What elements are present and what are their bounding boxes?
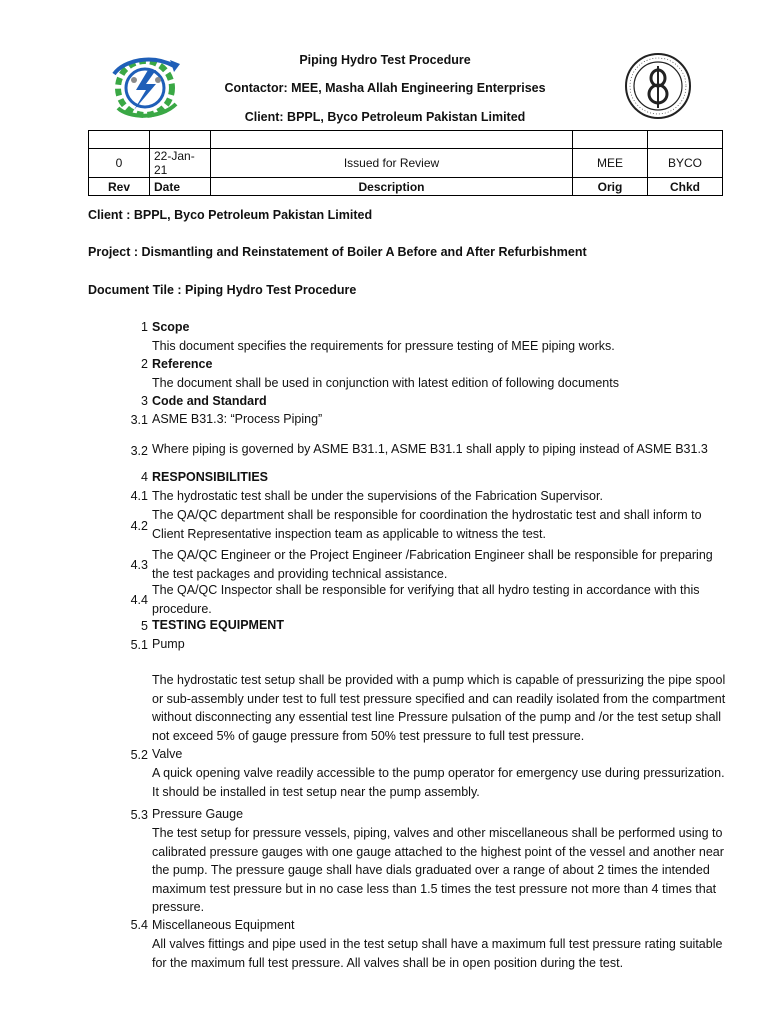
section-text: The document shall be used in conjunction with latest edition of following documents: [152, 376, 619, 390]
section-text: All valves fittings and pipe used in the test setup shall have a maximum full test pressure rating suitable for the maximum full test pressure. All valves shall be in open position during the test.: [152, 937, 723, 970]
section-title: TESTING EQUIPMENT: [152, 618, 284, 632]
section-num: 2: [141, 357, 148, 371]
table-row: [89, 131, 723, 149]
section-title: Scope: [152, 320, 190, 334]
section-num: 4.2: [130, 519, 148, 533]
section-title: RESPONSIBILITIES: [152, 470, 268, 484]
section-num: 4: [141, 470, 148, 484]
section-num: 1: [141, 320, 148, 334]
description-header: Description: [211, 178, 573, 196]
client-line: Client: BPPL, Byco Petroleum Pakistan Limited: [244, 110, 526, 124]
orig-header: Orig: [573, 178, 648, 196]
section-num: 5.4: [130, 918, 148, 932]
rev-header: Rev: [89, 178, 150, 196]
section-text: Valve: [152, 747, 183, 761]
section-text: This document specifies the requirements for pressure testing of MEE piping works.: [152, 339, 615, 353]
section-title: Code and Standard: [152, 394, 267, 408]
section-text: The QA/QC Inspector shall be responsible for verifying that all hydro testing in accordance with this procedure.: [152, 583, 700, 616]
section-text: The hydrostatic test shall be under the supervisions of the Fabrication Supervisor.: [152, 489, 603, 503]
rev-cell: 0: [89, 149, 150, 178]
section-num: 5.2: [130, 748, 148, 762]
section-text: The hydrostatic test setup shall be provided with a pump which is capable of pressurizing the pipe spool or sub-assembly under test to full test pressure specified and can readily isolated from the compartment without disconnecting any essential test line Pressure pulsation of the pump and /or the test setup shall not exceed 5% of gauge pressure from 50% test pressure to full test pressure.: [152, 673, 726, 743]
date-cell: 22-Jan-21: [150, 149, 211, 178]
section-text: The test setup for pressure vessels, piping, valves and other miscellaneous shall be performed using to calibrated pressure gauges with one gauge attached to the highest point of the vessel and another near the pump. The pressure gauge shall have dials graduated over a range of about 2 times the intended maximum test pressure but in no case less than 1.5 times the test pressure not more than 4 times that pressure.: [152, 826, 724, 914]
section-num: 3: [141, 394, 148, 408]
table-row: [89, 149, 723, 178]
section-num: 3.1: [130, 413, 148, 427]
section-title: Reference: [152, 357, 213, 371]
section-text: Where piping is governed by ASME B31.1, ASME B31.1 shall apply to piping instead of ASME B31.3: [152, 442, 708, 456]
section-num: 4.3: [130, 558, 148, 572]
section-text: Miscellaneous Equipment: [152, 918, 295, 932]
section-text: The QA/QC Engineer or the Project Engineer /Fabrication Engineer shall be responsible for preparing the test packages and providing technical assistance.: [152, 548, 713, 581]
date-header: Date: [150, 178, 211, 196]
contractor-line: Contactor: MEE, Masha Allah Engineering Enterprises: [224, 81, 546, 95]
project-meta: Project : Dismantling and Reinstatement of Boiler A Before and After Refurbishment: [88, 245, 587, 259]
mee-gear-logo: [104, 52, 186, 122]
revision-table: [88, 130, 723, 196]
section-num: 4.1: [130, 489, 148, 503]
chkd-header: Chkd: [648, 178, 723, 196]
section-text: Pump: [152, 637, 185, 651]
section-text: A quick opening valve readily accessible to the pump operator for emergency use during pressurization. It should be installed in test setup near the pump assembly.: [152, 766, 725, 799]
section-num: 4.4: [130, 593, 148, 607]
table-header-row: [89, 178, 723, 196]
orig-cell: MEE: [573, 149, 648, 178]
section-num: 5: [141, 619, 148, 633]
section-text: ASME B31.3: “Process Piping”: [152, 412, 323, 426]
section-num: 3.2: [130, 444, 148, 458]
section-num: 5.3: [130, 808, 148, 822]
section-text: The QA/QC department shall be responsible for coordination the hydrostatic test and shall inform to Client Representative inspection team as applicable to witness the test.: [152, 508, 702, 541]
document-title: Piping Hydro Test Procedure: [299, 53, 471, 67]
description-cell: Issued for Review: [211, 149, 573, 178]
chkd-cell: BYCO: [648, 149, 723, 178]
document-meta: Document Tile : Piping Hydro Test Procedure: [88, 283, 357, 297]
seal-logo: [624, 52, 692, 120]
section-text: Pressure Gauge: [152, 807, 244, 821]
client-meta: Client : BPPL, Byco Petroleum Pakistan Limited: [88, 208, 373, 222]
section-num: 5.1: [130, 638, 148, 652]
